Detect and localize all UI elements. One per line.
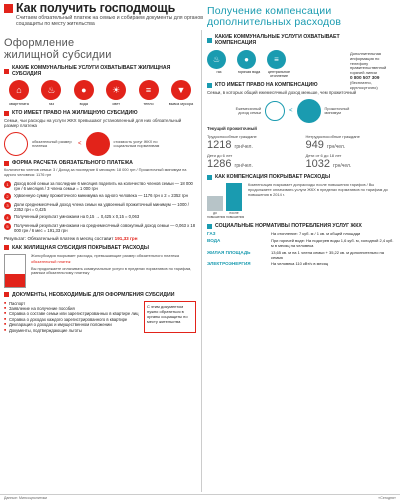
formula-step xyxy=(4,223,196,233)
documents-block xyxy=(4,298,196,333)
payment-circle-label: обязательный размер платежа xyxy=(32,138,72,149)
service-item xyxy=(4,80,34,106)
services-heading xyxy=(4,65,196,77)
r-coverage-diagram xyxy=(207,180,396,219)
documents-heading-text: ДОКУМЕНТЫ, НЕОБХОДИМЫЕ ДЛЯ ОФОРМЛЕНИЯ СУБСИДИИ xyxy=(12,291,175,298)
r-services-heading-text: КАКИЕ КОММУНАЛЬНЫЕ УСЛУГИ ОХВАТЫВАЕТ КОМПЕНСАЦИЯ xyxy=(215,34,340,46)
minimum-label: Прожиточный минимум xyxy=(324,105,350,116)
tariff-bar-label: до повышения xyxy=(207,211,226,220)
coverage-text-1: Жилсубсидия покрывает расходы, превышающие размер обязательного платежа xyxy=(31,252,179,258)
formula-step xyxy=(4,193,196,200)
living-minimum-grid xyxy=(207,134,396,170)
housing-subsidy-column xyxy=(0,30,200,494)
bullet-icon xyxy=(207,224,212,229)
service-item xyxy=(36,80,66,106)
stat-unit: грн/чел. xyxy=(234,144,253,151)
formula-heading xyxy=(4,160,196,166)
step-text: Полученный результат умножаем на 0,15 → 0,425 х 0,15 = 0,063 xyxy=(14,213,140,219)
r-service-label: горячая вода xyxy=(237,70,261,74)
title-marker xyxy=(4,4,13,13)
eligibility-text: Семьи, чьи расходы на услуги ЖКХ превышают установленный для них обязательный размер платежа xyxy=(4,118,182,129)
right-title-line-2: дополнительных расходов xyxy=(207,16,342,28)
stat-unit: грн/чел. xyxy=(326,144,346,151)
eligibility-heading xyxy=(4,110,196,116)
formula-step xyxy=(4,214,196,221)
radiator-icon: ≡ xyxy=(267,50,286,69)
service-label: тепло xyxy=(143,102,154,106)
stat-value: 1032 xyxy=(305,158,330,171)
formula-intro: Количество членов семьи: 3 / Доход за последние 6 месяцев: 18 000 грн / Прожиточный минимум на одного человека: 1176 грн xyxy=(4,167,187,177)
bullet-icon xyxy=(207,83,212,88)
stat-value: 1286 xyxy=(207,158,232,171)
formula-result xyxy=(4,236,196,241)
service-item xyxy=(166,80,196,106)
step-text: Доли среднемесячный доход члена семьи на удвоенный прожиточный минимум — 1000 / 2352 грн = 0,425 xyxy=(14,201,189,212)
step-number: 5 xyxy=(4,223,11,230)
eligibility-diagram xyxy=(4,132,196,156)
norm-heading: ЭЛЕКТРОЭНЕРГИЯ xyxy=(207,261,251,267)
service-label: вода xyxy=(79,102,88,106)
documents-heading xyxy=(4,292,196,298)
trash-icon: ▼ xyxy=(171,80,191,100)
footer xyxy=(0,494,400,500)
stat-unit: грн/чел. xyxy=(333,163,352,170)
stat-cell xyxy=(306,134,397,151)
r-service-item xyxy=(207,50,231,78)
left-title xyxy=(4,38,196,61)
bulb-icon: ☀ xyxy=(106,80,126,100)
hotline-note: (бесплатно, круглосуточно) xyxy=(350,79,378,90)
cost-circle-label: стоимость услуг ЖКХ по социальным нормативам xyxy=(113,138,160,149)
compensation-column xyxy=(203,0,400,494)
services-icon-row xyxy=(4,80,196,106)
r-service-item xyxy=(237,50,261,78)
water-drop-icon: ● xyxy=(74,80,94,100)
service-label: свет xyxy=(112,102,120,106)
water-drop-icon: ● xyxy=(237,50,256,69)
document-item: ■ Декларация о доходах и имущественном положении xyxy=(4,322,140,327)
hotline-text: Дополнительная информация по телефону правительственной горячей линии xyxy=(350,51,387,76)
r-eligibility-diagram xyxy=(227,99,396,123)
norm-text: На человека 110 кВт/ч в месяц xyxy=(271,261,329,267)
result-label: Результат: Обязательный платеж в месяц составит xyxy=(4,235,114,241)
bullet-icon xyxy=(4,161,9,166)
column-divider xyxy=(201,30,202,492)
norm-text: На отопление: 7 куб. м / 1 кв. м общей площади xyxy=(271,231,361,237)
norm-heading: ГАЗ xyxy=(207,231,216,237)
footer-source: Данные: Минсоцполитики xyxy=(4,495,48,500)
hotline-box xyxy=(350,52,396,90)
document-item: ■ Справка о составе семьи или зарегистрированных в квартире лиц xyxy=(4,311,140,316)
service-label: квартплата xyxy=(9,102,29,106)
footer-credit: «Сегодня» xyxy=(378,495,396,500)
hotline-phone: 0 800 507 309 xyxy=(350,74,380,80)
formula-heading-text: ФОРМА РАСЧЕТА ОБЯЗАТЕЛЬНОГО ПЛАТЕЖА xyxy=(12,160,133,167)
tariff-bars xyxy=(207,183,242,211)
minimum-circle xyxy=(297,99,321,123)
flame-icon: ♨ xyxy=(207,50,226,69)
services-heading-text: КАКИЕ КОММУНАЛЬНЫЕ УСЛУГИ ОХВАТЫВАЕТ ЖИЛИЩНАЯ СУБСИДИЯ xyxy=(12,65,171,77)
stat-value: 1218 xyxy=(207,139,232,152)
stat-label: Нетрудоспособные граждане xyxy=(305,134,360,140)
coverage-text-2: Вы продолжаете оплачивать коммунальные услуги в пределах нормативов по тарифам, равным обязательному платежу xyxy=(31,265,192,276)
service-label: газ xyxy=(48,102,54,106)
stat-cell xyxy=(207,153,298,170)
step-number: 4 xyxy=(4,214,11,221)
document-item: ■ Справка о доходах каждого зарегистрированного в квартире xyxy=(4,317,140,322)
step-text: Доход всей семьи за последние 6 месяцев поделить на количество членов семьи — 18 000 грн / 6 месяцев / 3 члена семьи = 1 000 грн xyxy=(14,180,193,191)
cost-circle xyxy=(86,132,110,156)
bullet-icon xyxy=(4,111,9,116)
coverage-bar-fill xyxy=(5,274,25,287)
tariff-bar-label: после повышения xyxy=(226,211,245,220)
house-icon: ⌂ xyxy=(9,80,29,100)
flame-icon: ♨ xyxy=(41,80,61,100)
stat-cell xyxy=(207,134,298,151)
service-label: вывоз мусора xyxy=(168,102,194,106)
payment-circle xyxy=(4,132,28,156)
bullet-icon xyxy=(4,292,9,297)
document-item: ■ Заявление на получение пособия xyxy=(4,306,140,311)
norm-heading: ЖИЛАЯ ПЛОЩАДЬ xyxy=(207,249,251,255)
page-title: Как получить господмощь xyxy=(16,1,176,15)
step-number: 2 xyxy=(4,193,11,200)
less-than-icon: < xyxy=(289,108,293,115)
bullet-icon xyxy=(4,69,9,74)
r-service-label: центральное отопление xyxy=(267,70,291,78)
coverage-heading-text: КАК ЖИЛИЩНАЯ СУБСИДИЯ ПОКРЫВАЕТ РАСХОДЫ xyxy=(12,244,149,251)
page-subtitle: Считаем обязательный платеж на семью и собираем документы для органов соцзащиты по месту жительства xyxy=(16,15,203,27)
stat-unit: грн/чел. xyxy=(234,163,253,170)
living-minimum-heading: Текущий прожиточный xyxy=(207,126,257,132)
document-item: ■ Документы, подтверждающие льготы xyxy=(4,328,140,333)
stat-value: 949 xyxy=(305,139,324,152)
r-service-item xyxy=(267,50,291,78)
coverage-bar xyxy=(4,254,26,288)
result-value: 191,33 грн xyxy=(114,235,138,241)
right-title-line-1: Получение компенсации xyxy=(207,5,332,17)
tariff-bar-labels xyxy=(207,211,245,220)
bullet-icon xyxy=(207,175,212,180)
left-title-line-1: Оформление xyxy=(4,37,75,49)
document-item: ■ Паспорт xyxy=(4,301,140,306)
r-coverage-text: Компенсация покрывает допрасходы после повышения тарифов / Вы продолжаете оплачивать услуги ЖКХ в пределах нормативов по тарифам до повышения в 2014 г. xyxy=(248,182,388,197)
service-item xyxy=(101,80,131,106)
formula-steps xyxy=(4,181,196,233)
step-number: 1 xyxy=(4,181,11,188)
income-label: Ежемесячный доход семьи xyxy=(235,105,261,116)
r-eligibility-text: Семьи, в которых общий ежемесячный доход меньше, чем прожиточный xyxy=(207,90,357,95)
service-item xyxy=(134,80,164,106)
step-number: 3 xyxy=(4,202,11,209)
r-service-label: газ xyxy=(216,70,222,74)
tariff-bar-before xyxy=(207,196,223,211)
stat-label: Трудоспособные граждане xyxy=(207,134,257,140)
norms-grid xyxy=(207,232,396,267)
service-item xyxy=(69,80,99,106)
stat-label: Дети от 6 до 18 лет xyxy=(305,153,342,159)
eligibility-heading-text: КТО ИМЕЕТ ПРАВО НА ЖИЛИЩНУЮ СУБСИДИЮ xyxy=(12,110,138,116)
less-than-icon: < xyxy=(78,141,82,148)
coverage-diagram xyxy=(4,254,196,288)
coverage-label: обязательный платеж xyxy=(31,259,71,265)
norm-text: При горячей воде: На подогрев воды 1,6 куб. м, холодной 2,4 куб. м в месяц на человека xyxy=(271,238,394,248)
tariff-bar-after xyxy=(226,183,242,211)
stat-label: Дети до 6 лет xyxy=(207,153,233,159)
formula-step xyxy=(4,181,196,191)
coverage-heading xyxy=(4,245,196,251)
norms-heading xyxy=(207,223,396,229)
income-circle xyxy=(265,101,285,121)
radiator-icon: ≡ xyxy=(139,80,159,100)
documents-note: С этим документом нужно обратиться в органы соцзащиты по месту жительства xyxy=(144,301,196,333)
documents-list xyxy=(4,301,140,333)
stat-cell xyxy=(306,153,397,170)
bullet-icon xyxy=(4,245,9,250)
right-title xyxy=(207,6,396,28)
r-coverage-heading-text: КАК КОМПЕНСАЦИЯ ПОКРЫВАЕТ РАСХОДЫ xyxy=(215,174,331,181)
norm-heading: ВОДА xyxy=(207,238,221,244)
left-title-line-2: жилищной субсидии xyxy=(4,48,112,61)
r-services-heading xyxy=(207,34,347,46)
norm-text: 13,65 кв. м на 1 члена семьи + 35,22 кв. м дополнительно на семью xyxy=(271,249,384,260)
step-text: Удвоенную сумму прожиточного минимума на одного человека — 1176 грн х 2 = 2352 грн xyxy=(14,192,188,198)
formula-step xyxy=(4,202,196,212)
r-eligibility-heading-text: КТО ИМЕЕТ ПРАВО НА КОМПЕНСАЦИЮ xyxy=(215,82,318,88)
step-text: Полученный результат умножаем на среднемесячный совокупный доход семьи — 0,063 х 18 000 грн / 6 мес = 191,33 грн xyxy=(14,222,196,233)
bullet-icon xyxy=(207,38,212,43)
norms-heading-text: СОЦИАЛЬНЫЕ НОРМАТИВЫ ПОТРЕБЛЕНИЯ УСЛУГ ЖКХ xyxy=(215,223,362,230)
